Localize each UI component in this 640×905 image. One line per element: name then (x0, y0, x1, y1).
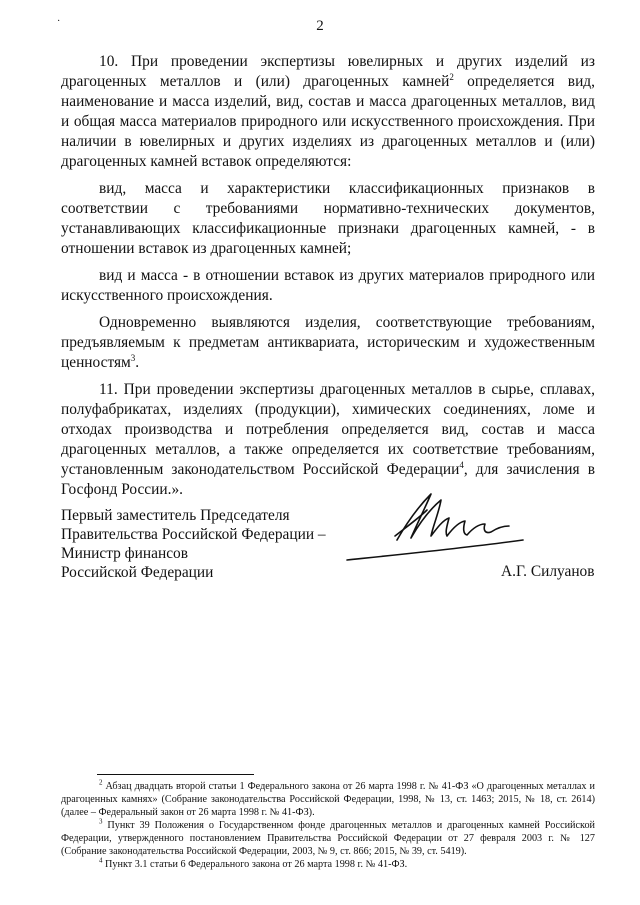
body-text (61, 52, 595, 507)
signatory-title: Первый заместитель Председателя Правительства Российской Федерации – Министр финансов Российской Федерации (61, 507, 326, 581)
footnote-ref: 3 (130, 352, 136, 363)
footnote: $^4$ Пункт 3.1 статьи 6 Федерального закона от 26 марта 1998 г. № 41-ФЗ. (99, 856, 408, 870)
paragraph: 11. При проведении экспертизы драгоценных металлов в сырье, сплавах, полуфабрикатах, изделиях (продукции), химических соединениях, ломе и отходах производства и потребления определяется вид, состав и масса драгоценных металлов, а также определяется их соответствие требованиям, установленным законодательством Российской Федерации$^4$, для зачисления в Госфонд России.». (61, 381, 595, 498)
footnote-divider (97, 774, 254, 775)
signatory-name: А.Г. Силуанов (501, 563, 595, 580)
page-number: 2 (316, 18, 324, 34)
footnote-ref: 2 (449, 71, 454, 82)
paragraph: Одновременно выявляются изделия, соответствующие требованиям, предъявляемым к предметам антиквариата, историческим и художественным ценностям$^3$. (61, 314, 595, 371)
paragraph: вид, масса и характеристики классификационных признаков в соответствии с требованиями нормативно-технических документов, устанавливающих классификационные признаки драгоценных камней, - в отношении вставок из драгоценных камней; (61, 180, 595, 257)
footnotes (61, 780, 595, 871)
footnote-ref: 4 (459, 459, 464, 470)
scan-mark: · (57, 16, 61, 27)
handwritten-signature (345, 488, 545, 568)
footnote: $^2$ Абзац двадцать второй статьи 1 Федерального закона от 26 марта 1998 г. № 41-ФЗ «О драгоценных металлах и драгоценных камнях» (Собрание законодательства Российской Федерации, 1998, № 13, ст. 1463; 2015, № 18, ст. 2614) (далее – Федеральный закон от 26 марта 1998 г. № 41-ФЗ). (61, 778, 595, 818)
paragraph: 10. При проведении экспертизы ювелирных и других изделий из драгоценных металлов и (или) драгоценных камней$^2$ определяется вид, наименование и масса изделий, вид, состав и масса драгоценных металлов, вид и общая масса материалов природного или искусственного происхождения. При наличии в ювелирных и других изделиях из драгоценных металлов и (или) драгоценных камней вставок определяются: (61, 53, 595, 170)
footnote: $^3$ Пункт 39 Положения о Государственном фонде драгоценных металлов и драгоценных камней Российской Федерации, утвержденного постановлением Правительства Российской Федерации от 27 февраля 2003 г. № 127 (Собрание законодательства Российской Федерации, 2003, № 9, ст. 866; 2015, № 39, ст. 5419). (61, 817, 595, 857)
paragraph: вид и масса - в отношении вставок из других материалов природного или искусственного происхождения. (61, 267, 595, 304)
